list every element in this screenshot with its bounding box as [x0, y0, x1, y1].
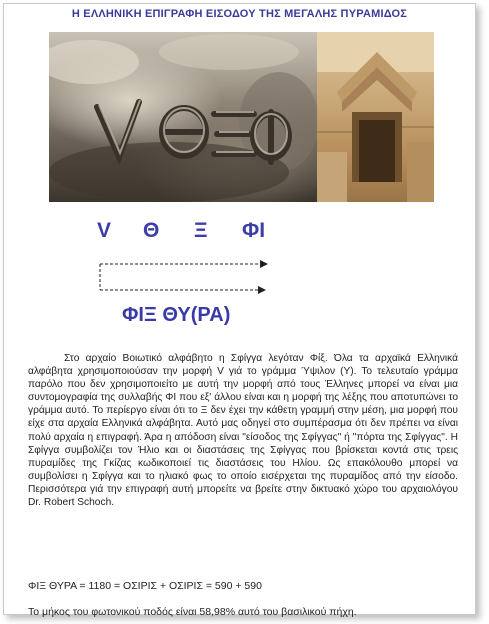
letter-xi: Ξ [194, 219, 208, 242]
letter-phi: ΦΙ [242, 219, 266, 242]
note-line: Το μήκος του φωτονικού ποδός είναι 58,98% αυτό του βασιλικού πήχη. [28, 606, 357, 618]
letter-v: V [97, 219, 112, 242]
pyramid-entrance-photo [317, 32, 434, 202]
direction-arrows [92, 259, 272, 299]
letter-theta: Θ [143, 219, 160, 242]
body-paragraph [28, 352, 458, 509]
equation-line: ΦΙΞ ΘΥΡΑ = 1180 = ΟΣΙΡΙΣ + ΟΣΙΡΙΣ = 590 + 590 [28, 580, 262, 592]
inscription-reading: ΦΙΞ ΘΥ(ΡΑ) [122, 304, 231, 326]
page-title: Η ΕΛΛΗΝΙΚΗ ΕΠΙΓΡΑΦΗ ΕΙΣΟΔΟΥ ΤΗΣ ΜΕΓΑΛΗΣ ΠΥΡΑΜΙΔΟΣ [71, 8, 408, 20]
paragraph-text: Στο αρχαίο Βοιωτικό αλφάβητο η Σφίγγα λεγόταν Φίξ. Όλα τα αρχαϊκά Ελληνικά αλφάβητα χρησιμοποιούσαν την μορφή V γιά το γράμμα Ύψιλον (Υ). Το τελευταίο γράμμα παρόλο που δεν χρησιμοποιείτο με αυτή την μορφή από τους Έλληνες μπορεί να είναι μια συντομογραφία της συλλαβής ΦΙ που εξ' άλλου είναι και η μορφή της λέξης που αποτυπώνει το γράμμα αυτό. Το περίεργο είναι ότι το Ξ δεν έχει την κάθετη γραμμή στην μέση, μια μορφή που είχε στα αρχαία Ελληνικά αλφάβητα. Αυτό μας οδηγεί στο συμπέρασμα ότι δεν πρέπει να είναι πολύ αρχαία η επιγραφή. Άρα η απόδοση είναι "είσοδος της Σφίγγας" ή "πόρτα της Σφίγγας". Η Σφίγγα συμβολίζει τον Ήλιο και οι διαστάσεις της Σφίγγας που βρίσκεται κοντά στις τρεις πυραμίδες της Γκίζας κωδικοποιεί τις διαστάσεις του Ηλίου. Ως επακόλουθο μπορεί να συμβολίσει η Σφίγγα και το ηλιακό φως το οποίο εισέρχεται της πυραμίδος από την είσοδο. Περισσότερα γιά την επιγραφή αυτή μπορείτε να βρείτε στην δικτυακό χώρο του αρχαιολόγου Dr. Robert Schoch. [28, 353, 458, 509]
inscription-photo [49, 32, 317, 202]
letter-row [4, 219, 475, 249]
page-frame [3, 3, 476, 618]
